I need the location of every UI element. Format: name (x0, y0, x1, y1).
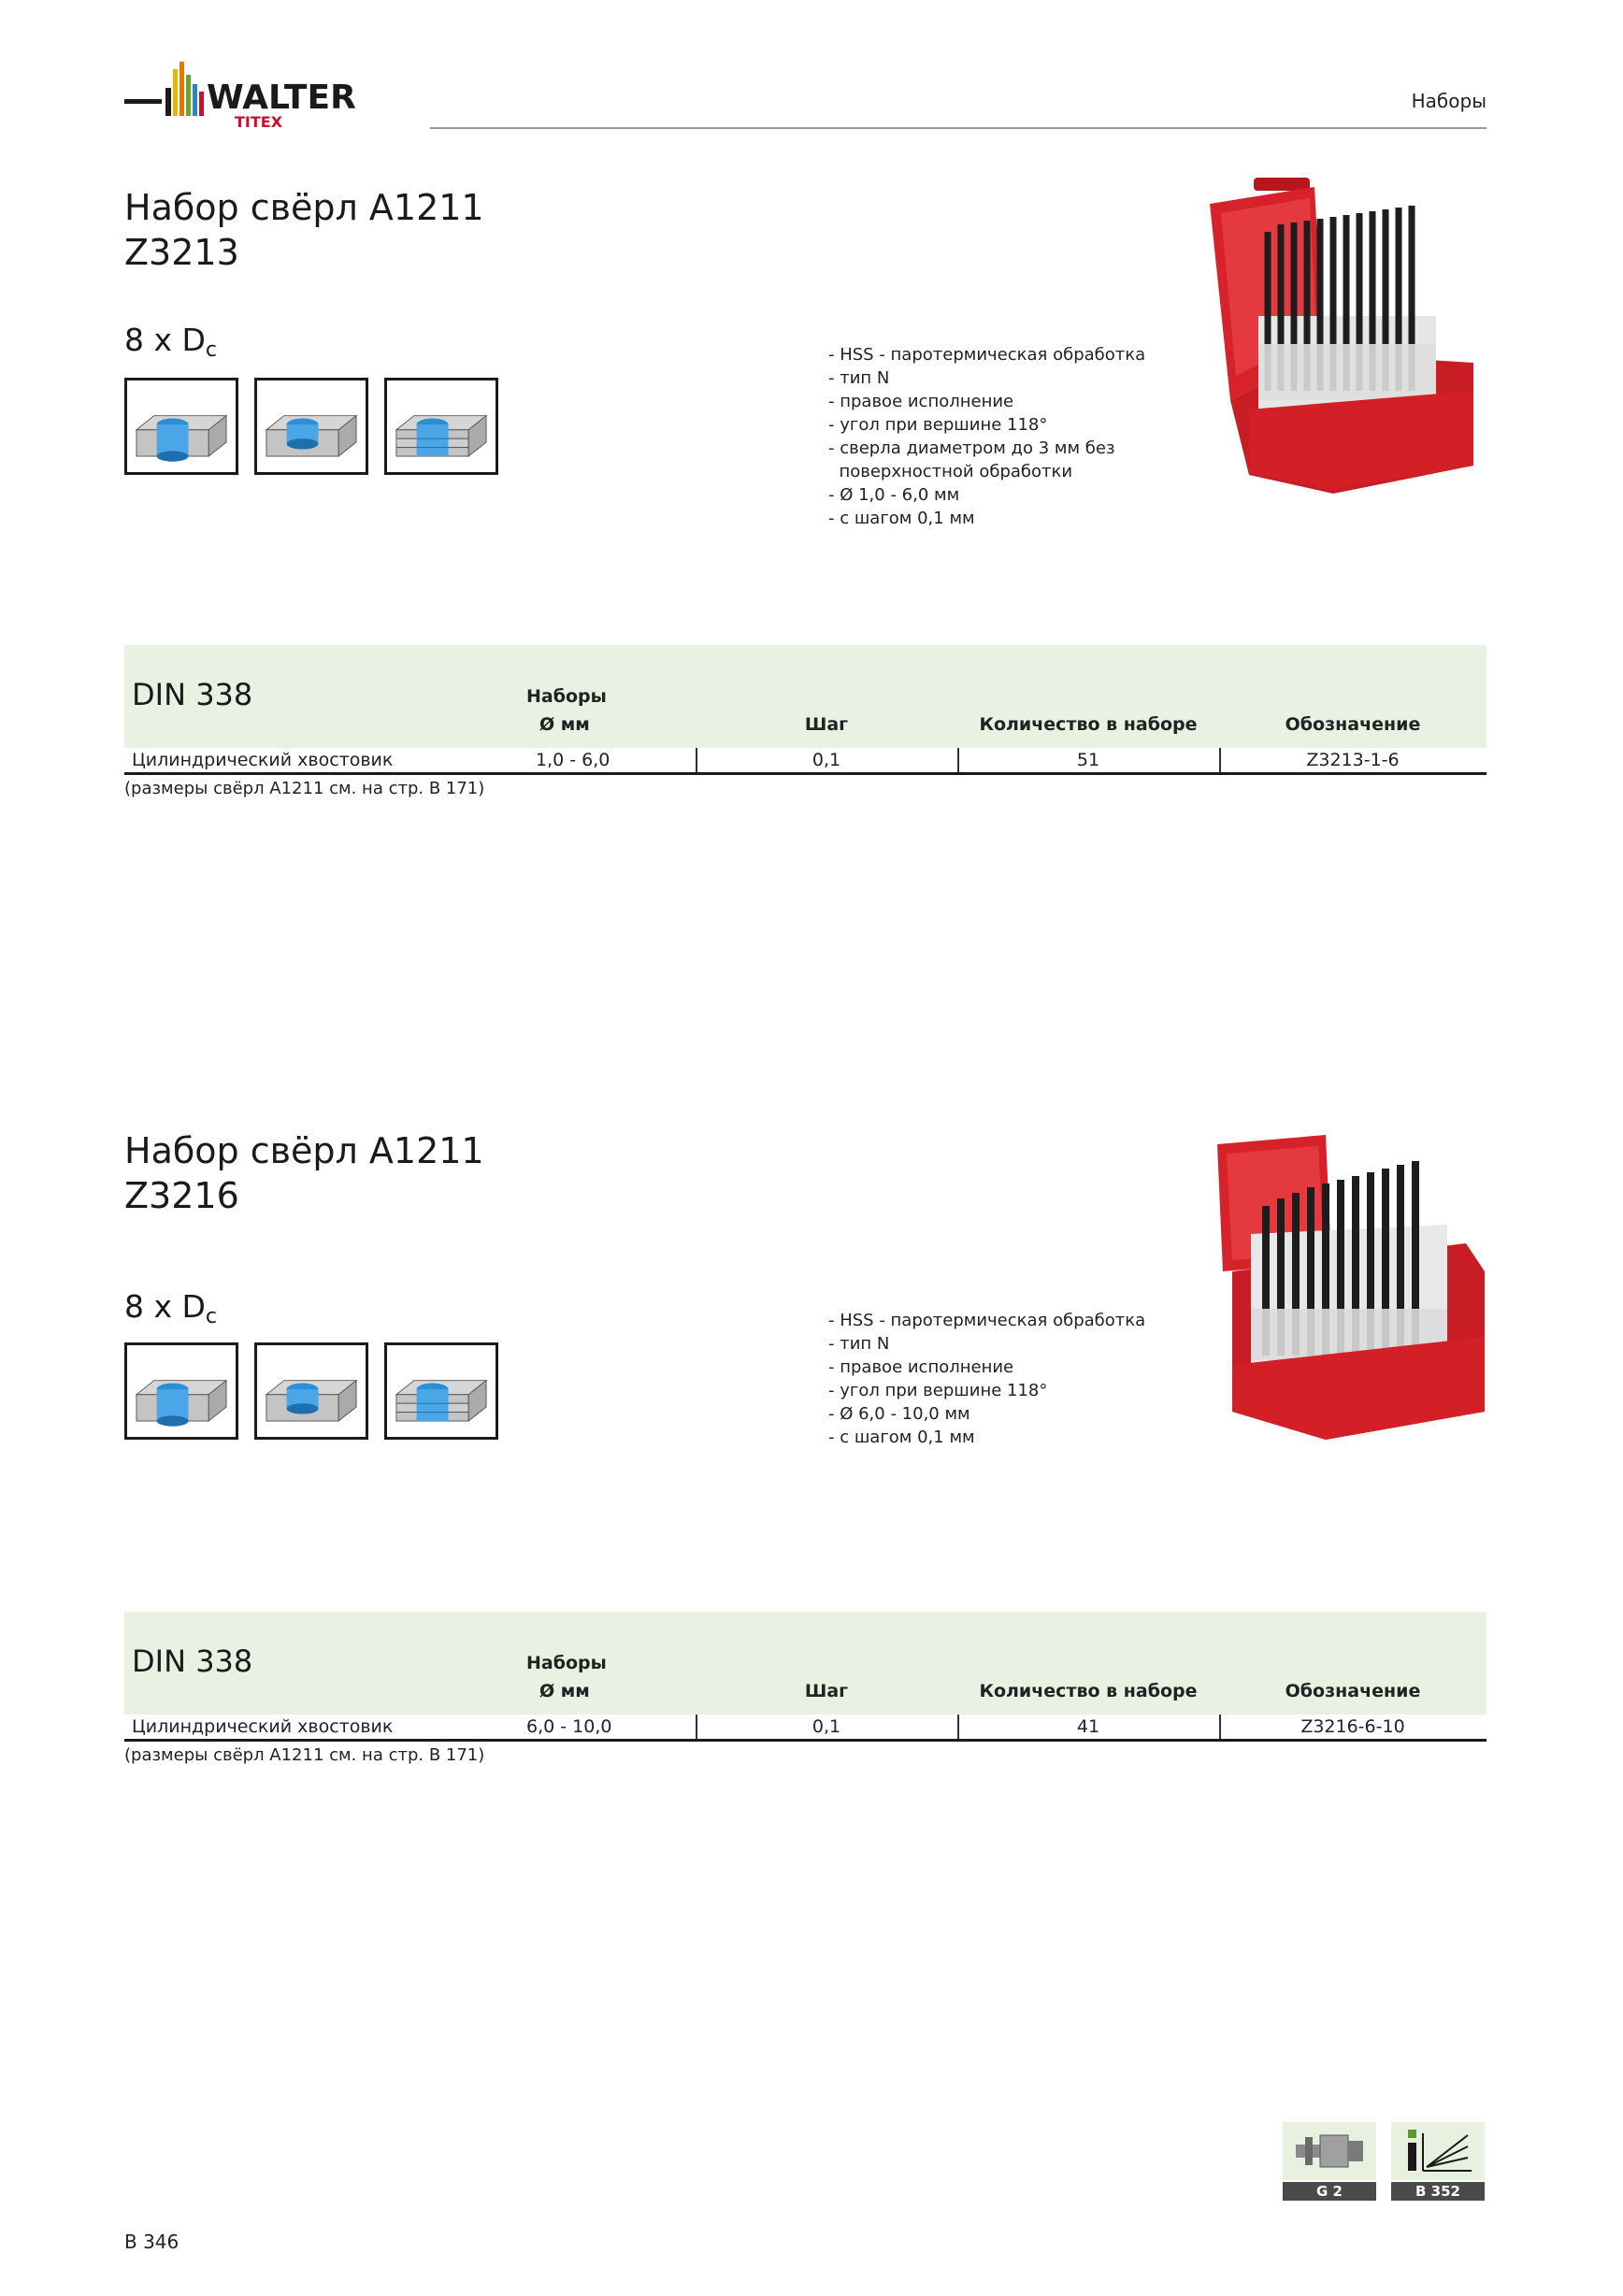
product-1-photo (1202, 176, 1483, 494)
col-code: Обозначение (1285, 714, 1421, 735)
table-note: (размеры свёрл A1211 см. на стр. B 171) (124, 1745, 485, 1765)
cell-step: 0,1 (812, 750, 841, 770)
feature-item: - угол при вершине 118° (828, 1381, 1048, 1400)
feature-item: - Ø 1,0 - 6,0 мм (828, 485, 960, 505)
col-qty: Количество в наборе (979, 714, 1198, 735)
product-2-title-line2: Z3216 (124, 1175, 239, 1216)
product-1-title-line2: Z3213 (124, 232, 239, 273)
tool-holder-icon (1283, 2122, 1376, 2180)
feature-item: - с шагом 0,1 мм (828, 1428, 975, 1447)
table-header (124, 645, 1487, 748)
brand-text: WALTER (207, 79, 356, 117)
through-hole-icon (124, 378, 238, 475)
product-2-feature-list (828, 1309, 1145, 1449)
col-sets-label: Наборы (526, 1653, 607, 1673)
feature-item: - Ø 6,0 - 10,0 мм (828, 1404, 970, 1424)
cell-code: Z3213-1-6 (1306, 750, 1400, 770)
cell-step: 0,1 (812, 1716, 841, 1737)
product-2-photo (1214, 1131, 1494, 1449)
ref-label: G 2 (1283, 2182, 1376, 2201)
table-header (124, 1612, 1487, 1715)
col-step: Шаг (804, 1681, 849, 1701)
cell-shank: Цилиндрический хвостовик (132, 1716, 394, 1737)
col-diameter: Ø мм (539, 1681, 590, 1701)
standard-label: DIN 338 (132, 677, 253, 712)
col-step: Шаг (804, 714, 849, 735)
product-1-application-icons (124, 378, 498, 475)
cell-code: Z3216-6-10 (1300, 1716, 1405, 1737)
product-2-ratio: 8 x $D_c$ (124, 1288, 218, 1328)
stacked-plates-hole-icon (384, 1342, 498, 1440)
product-1-title-line1: Набор свёрл A1211 (124, 187, 484, 228)
feature-item: - правое исполнение (828, 392, 1014, 411)
feature-item: - правое исполнение (828, 1357, 1014, 1377)
header-divider (430, 127, 1487, 129)
product-2-title-line1: Набор свёрл A1211 (124, 1130, 484, 1171)
blind-hole-icon (254, 1342, 368, 1440)
product-1-ratio: 8 x $D_c$ (124, 322, 218, 362)
walter-titex-logo (124, 60, 405, 135)
col-code: Обозначение (1285, 1681, 1421, 1701)
ref-link-b352[interactable] (1391, 2122, 1485, 2201)
info-chart-icon (1391, 2122, 1485, 2180)
through-hole-icon (124, 1342, 238, 1440)
feature-item: - с шагом 0,1 мм (828, 509, 975, 528)
cell-qty: 41 (1076, 1716, 1100, 1737)
feature-item: - HSS - паротермическая обработка (828, 1311, 1146, 1330)
feature-item: - HSS - паротермическая обработка (828, 345, 1146, 365)
ref-label: B 352 (1391, 2182, 1485, 2201)
cell-qty: 51 (1076, 750, 1100, 770)
table-row (124, 1715, 1487, 1742)
page-number: B 346 (124, 2231, 180, 2253)
col-qty: Количество в наборе (979, 1681, 1198, 1701)
cell-diameter: 1,0 - 6,0 (536, 750, 610, 770)
feature-item: - сверла диаметром до 3 мм без (828, 438, 1115, 458)
ref-link-g2[interactable] (1283, 2122, 1376, 2201)
feature-item: - тип N (828, 1334, 890, 1354)
product-2-application-icons (124, 1342, 498, 1440)
standard-label: DIN 338 (132, 1643, 253, 1679)
blind-hole-icon (254, 378, 368, 475)
feature-item: - тип N (828, 368, 890, 388)
sub-brand-text: TITEX (235, 113, 283, 131)
col-diameter: Ø мм (539, 714, 590, 735)
stacked-plates-hole-icon (384, 378, 498, 475)
table-row (124, 748, 1487, 775)
feature-item: - угол при вершине 118° (828, 415, 1048, 435)
cell-diameter: 6,0 - 10,0 (526, 1716, 612, 1737)
feature-item: поверхностной обработки (828, 462, 1073, 481)
section-label: Наборы (1411, 90, 1487, 112)
table-note: (размеры свёрл A1211 см. на стр. B 171) (124, 779, 485, 798)
product-2-title (124, 1128, 484, 1218)
product-1-feature-list (828, 343, 1145, 530)
col-sets-label: Наборы (526, 686, 607, 707)
product-2-table (124, 1612, 1487, 1765)
cell-shank: Цилиндрический хвостовик (132, 750, 394, 770)
product-1-title (124, 185, 484, 275)
product-1-table (124, 645, 1487, 798)
